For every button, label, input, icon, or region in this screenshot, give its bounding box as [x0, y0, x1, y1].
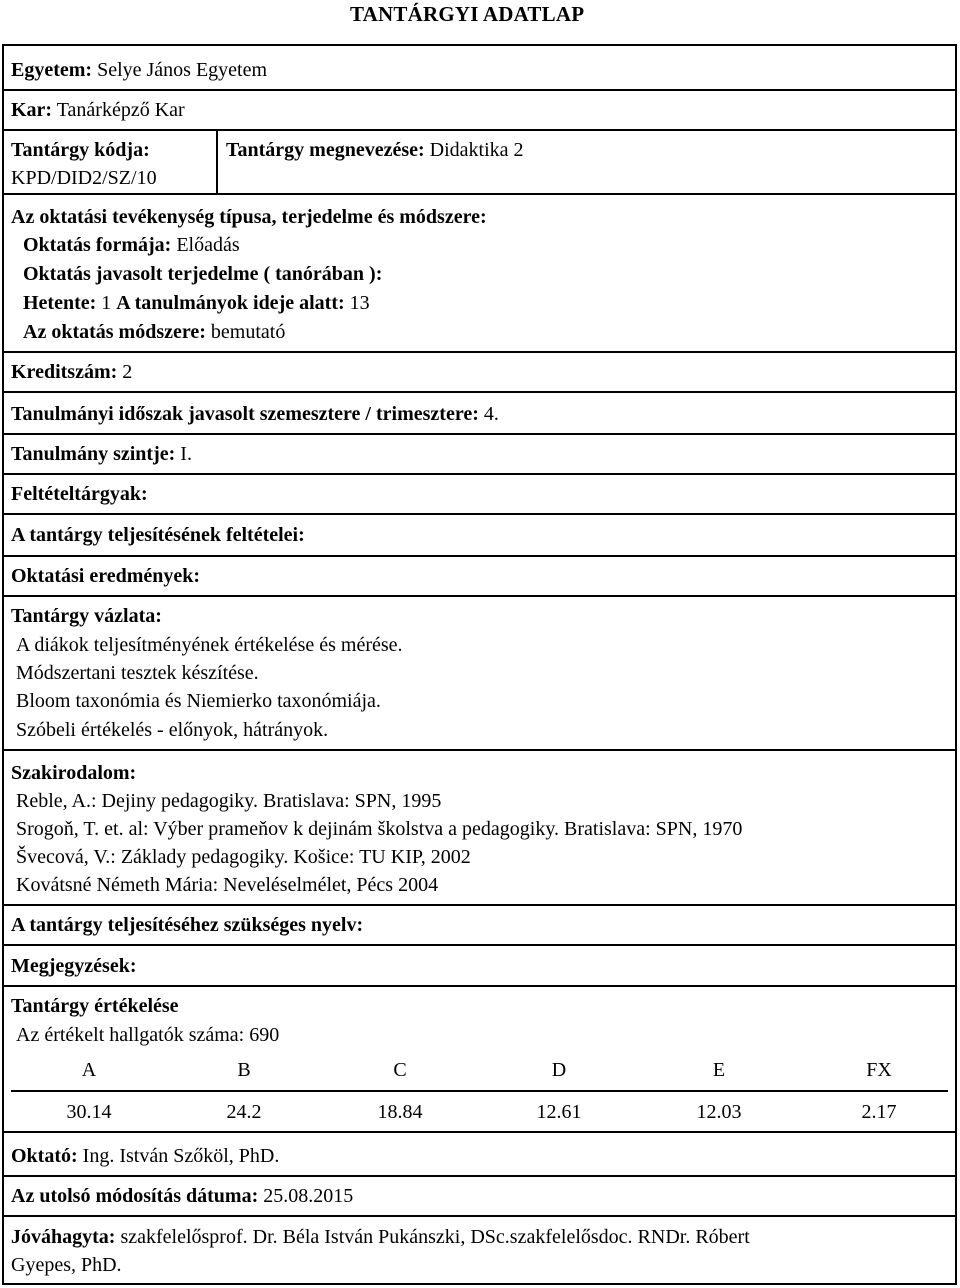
divider: [4, 1131, 955, 1133]
completion-label: A tantárgy teljesítésének feltételei:: [11, 524, 305, 546]
grade-value-e: 12.03: [696, 1101, 742, 1123]
divider: [4, 749, 955, 751]
level-row: [11, 442, 192, 466]
activity-form-label: Oktatás formája:: [23, 234, 172, 256]
semester-value: 4.: [483, 403, 499, 425]
divider: [4, 513, 955, 515]
divider: [4, 433, 955, 435]
divider: [4, 193, 955, 195]
university-row: [11, 58, 267, 82]
activity-scope-label: Oktatás javasolt terjedelme ( tanórában ):: [23, 263, 383, 285]
faculty-row: [11, 98, 185, 122]
prerequisites-label: Feltételtárgyak:: [11, 483, 148, 505]
credits-label: Kreditszám:: [11, 361, 118, 383]
weekly-label: Hetente:: [23, 292, 97, 314]
last-modified-label: Az utolsó módosítás dátuma:: [11, 1185, 259, 1207]
level-label: Tanulmány szintje:: [11, 443, 176, 465]
activity-hours-row: [23, 291, 370, 315]
evaluation-count: Az értékelt hallgatók száma: 690: [16, 1024, 280, 1046]
grade-header-d: D: [551, 1059, 567, 1081]
activity-form-value: Előadás: [176, 234, 240, 256]
grade-value-c: 18.84: [377, 1101, 423, 1123]
semester-label: Tanulmányi időszak javasolt szemesztere / trimesztere:: [11, 403, 479, 425]
credits-row: [11, 360, 132, 384]
course-name-label: Tantárgy megnevezése:: [226, 139, 425, 161]
approved-value-line2: Gyepes, PhD.: [11, 1254, 122, 1276]
teacher-label: Oktató:: [11, 1145, 78, 1167]
level-value: I.: [180, 443, 192, 465]
outline-item: Bloom taxonómia és Niemierko taxonómiája.: [16, 690, 381, 712]
outline-label: Tantárgy vázlata:: [11, 605, 162, 627]
approved-value-line1: szakfelelősprof. Dr. Béla István Pukánszki, DSc.szakfelelősdoc. RNDr. Róbert: [120, 1226, 750, 1248]
outline-item: Szóbeli értékelés - előnyok, hátrányok.: [16, 719, 329, 741]
divider: [4, 985, 955, 987]
teacher-value: Ing. István Szőköl, PhD.: [82, 1145, 280, 1167]
literature-item: Srogoň, T. et. al: Výber prameňov k dejinám školstva a pedagogiky. Bratislava: SPN, 1970: [16, 818, 743, 840]
teacher-row: [11, 1144, 279, 1168]
university-label: Egyetem:: [11, 59, 93, 81]
grade-header-a: A: [81, 1059, 97, 1081]
divider: [4, 473, 955, 475]
activity-form-row: [23, 233, 240, 257]
notes-label: Megjegyzések:: [11, 955, 137, 977]
grade-value-d: 12.61: [536, 1101, 582, 1123]
evaluation-label: Tantárgy értékelése: [11, 995, 179, 1017]
divider: [4, 555, 955, 557]
course-code-label: Tantárgy kódja:: [11, 139, 150, 161]
divider: [4, 1175, 955, 1177]
activity-method-row: [23, 320, 285, 344]
literature-label: Szakirodalom:: [11, 762, 137, 784]
divider: [4, 1215, 955, 1217]
university-value: Selye János Egyetem: [97, 59, 268, 81]
grade-header-b: B: [237, 1059, 251, 1081]
method-label: Az oktatás módszere:: [23, 321, 206, 343]
weekly-value: 1: [101, 292, 112, 314]
grade-header-fx: FX: [866, 1059, 892, 1081]
activity-heading: Az oktatási tevékenység típusa, terjedelme és módszere:: [11, 206, 487, 228]
language-label: A tantárgy teljesítéséhez szükséges nyelv:: [11, 914, 364, 936]
literature-item: Švecová, V.: Základy pedagogiky. Košice: TU KIP, 2002: [16, 846, 471, 868]
course-name-value: Didaktika 2: [429, 139, 524, 161]
approved-label: Jóváhagyta:: [11, 1226, 116, 1248]
grade-header-c: C: [393, 1059, 407, 1081]
credits-value: 2: [122, 361, 133, 383]
divider: [4, 595, 955, 597]
divider: [4, 904, 955, 906]
outline-item: Módszertani tesztek készítése.: [16, 662, 259, 684]
outline-item: A diákok teljesítményének értékelése és mérése.: [16, 634, 403, 656]
approved-row: [11, 1225, 750, 1249]
outcomes-label: Oktatási eredmények:: [11, 565, 201, 587]
course-code-value: KPD/DID2/SZ/10: [11, 167, 157, 189]
literature-item: Reble, A.: Dejiny pedagogiky. Bratislava: SPN, 1995: [16, 790, 442, 812]
divider: [4, 391, 955, 393]
divider: [4, 351, 955, 353]
literature-item: Kovátsné Németh Mária: Neveléselmélet, Pécs 2004: [16, 874, 439, 896]
grade-header-e: E: [712, 1059, 726, 1081]
faculty-value: Tanárképző Kar: [56, 99, 185, 121]
last-modified-value: 25.08.2015: [263, 1185, 354, 1207]
grade-table-divider: [11, 1090, 948, 1092]
last-modified-row: [11, 1184, 353, 1208]
divider: [4, 129, 955, 131]
divider: [4, 89, 955, 91]
course-datasheet: [2, 44, 957, 1285]
grade-value-fx: 2.17: [861, 1101, 897, 1123]
page-title: TANTÁRGYI ADATLAP: [350, 2, 585, 26]
semester-hours-value: 13: [349, 292, 370, 314]
method-value: bemutató: [210, 321, 286, 343]
grade-value-b: 24.2: [226, 1101, 262, 1123]
grade-value-a: 30.14: [66, 1101, 112, 1123]
faculty-label: Kar:: [11, 99, 53, 121]
course-name-row: [226, 138, 524, 162]
semester-row: [11, 402, 499, 426]
divider-vertical: [216, 129, 218, 193]
divider: [4, 944, 955, 946]
semester-hours-label: A tanulmányok ideje alatt:: [116, 292, 345, 314]
